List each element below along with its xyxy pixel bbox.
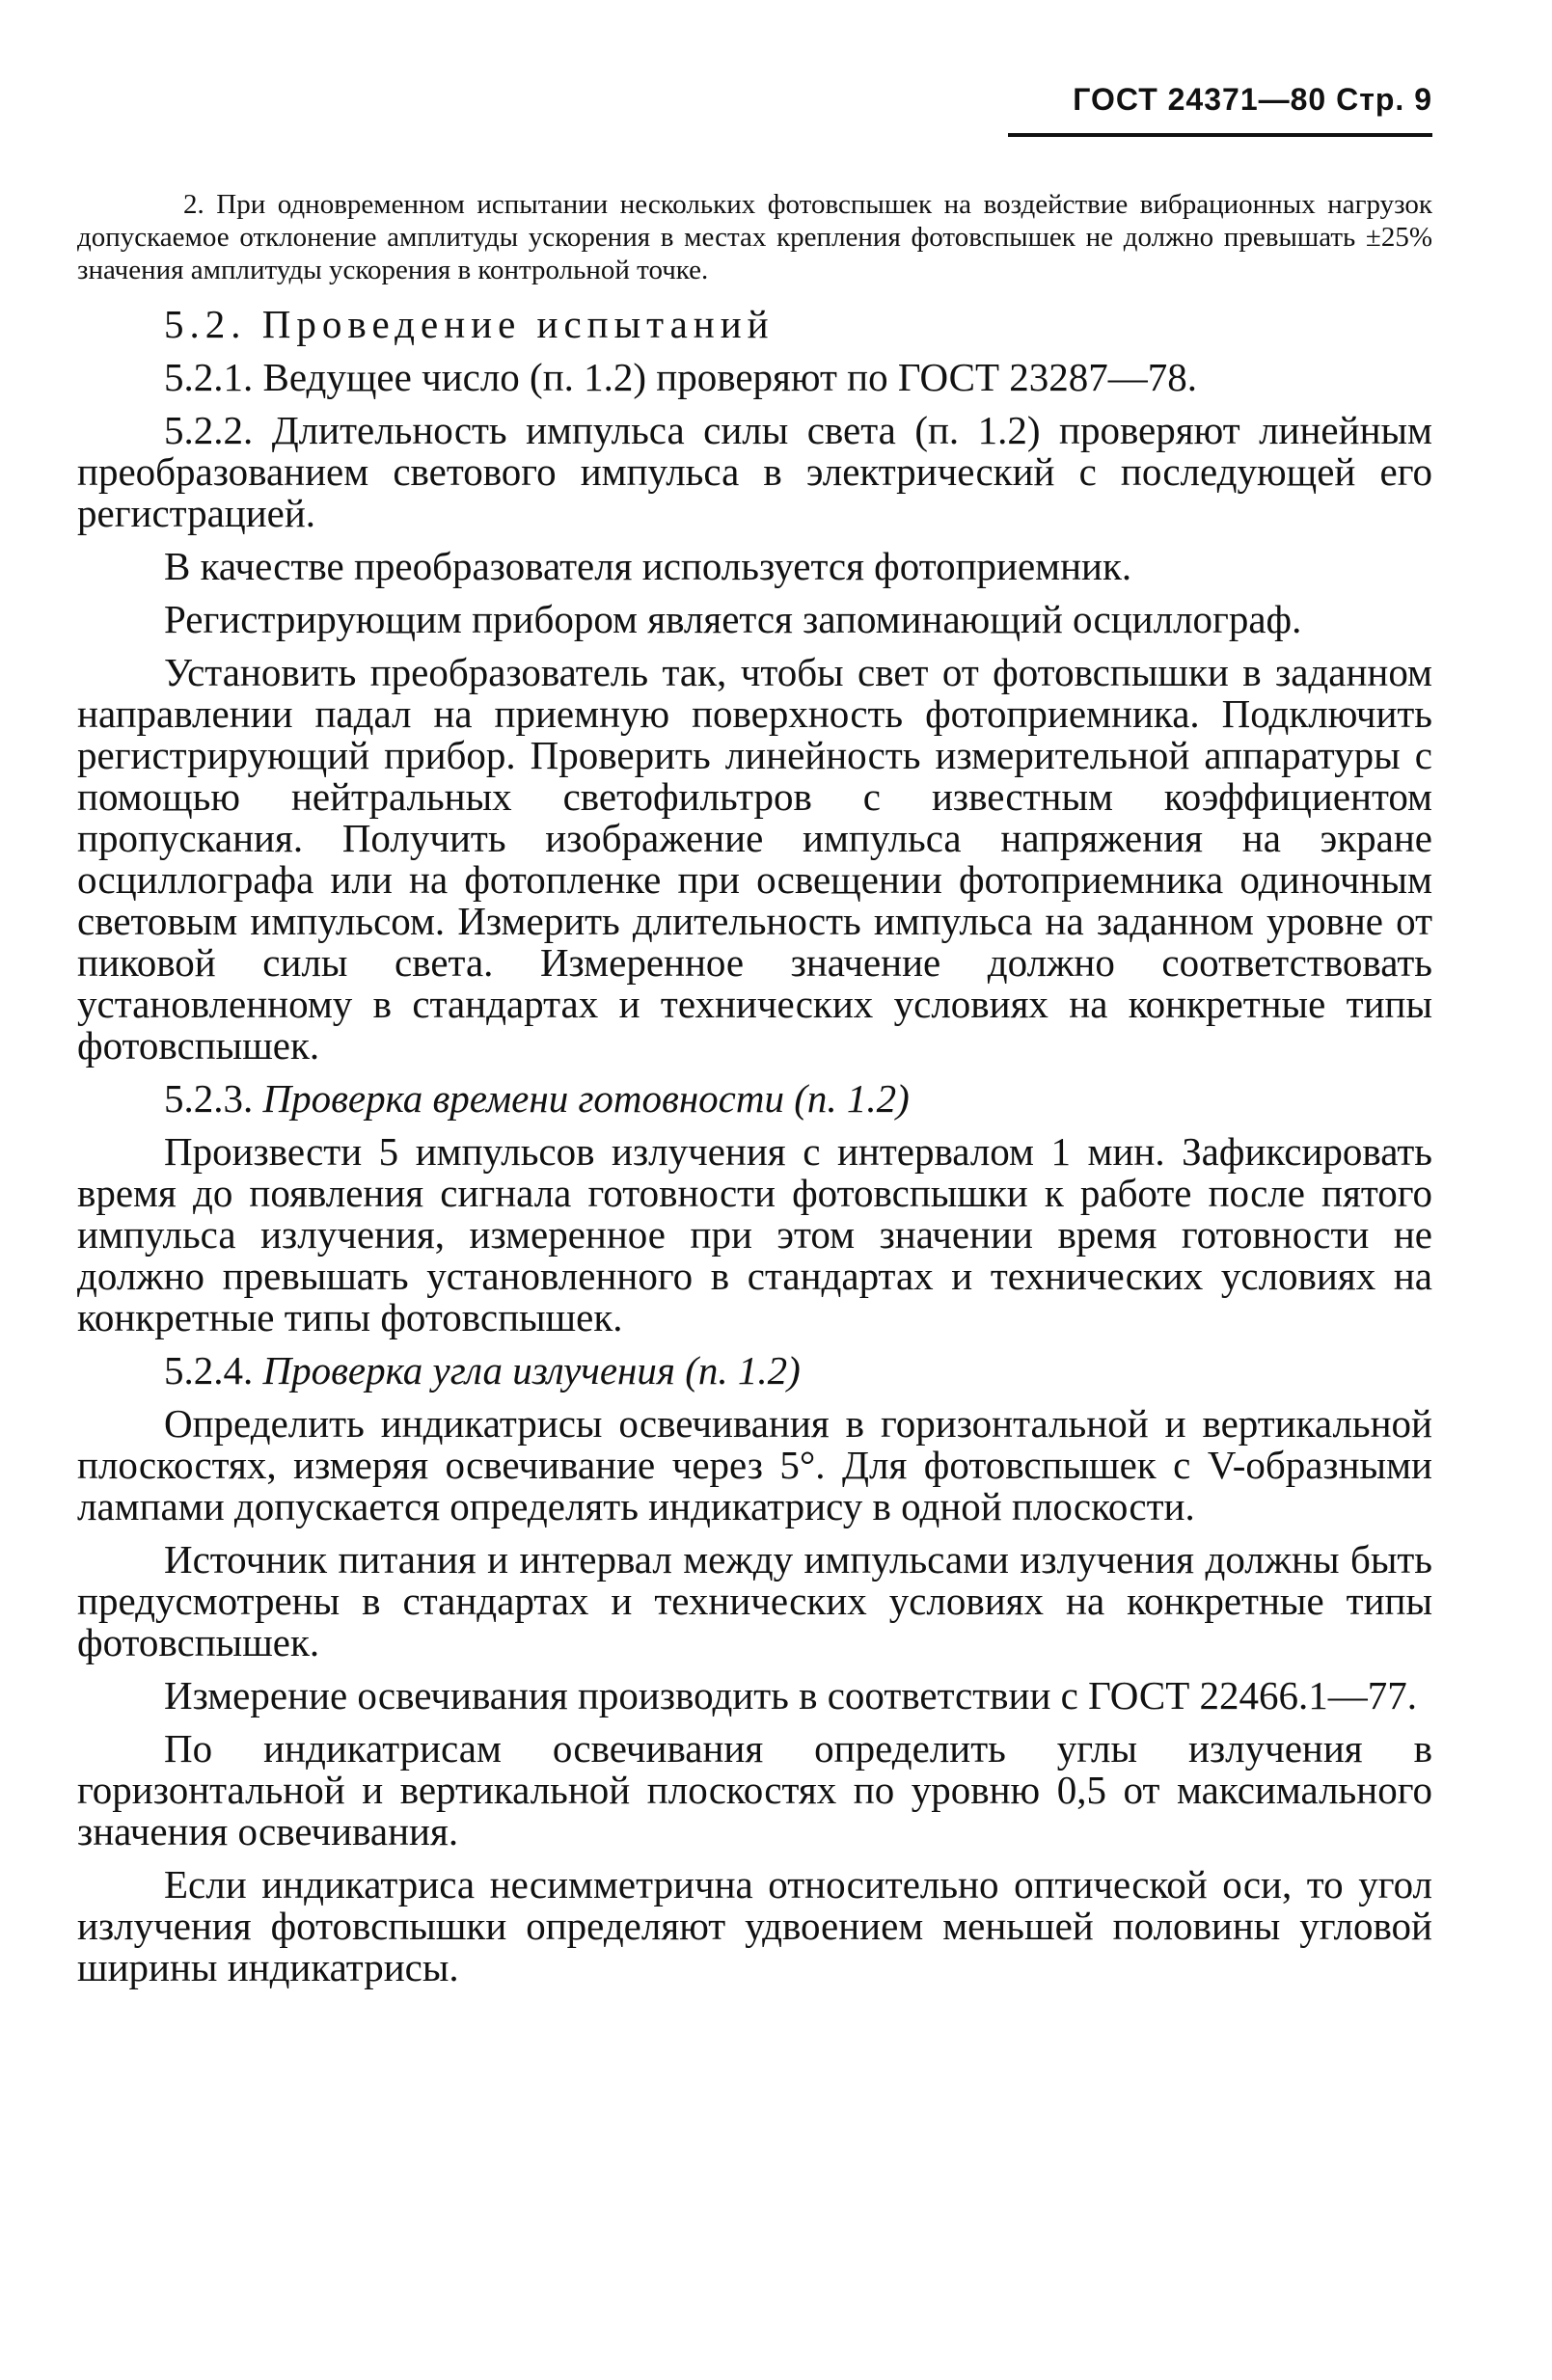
header-rule <box>1008 133 1432 137</box>
subsection-number: 5.2.3. <box>164 1076 254 1121</box>
subsection-title: Проверка угла излучения (п. 1.2) <box>262 1348 801 1393</box>
subsection-heading <box>77 1078 1432 1120</box>
paragraph: Установить преобразователь так, чтобы свет от фотовспышки в заданном направлении падал на приемную поверхность фотоприемника. Подключить регистрирующий прибор. Проверить линейность измерительной аппаратуры с помощью нейтральных светофильтров с известным коэффициентом пропускания. Получить изображение импульса напряжения на экране осциллографа или на фотопленке при освещении фотоприемника одиночным световым импульсом. Измерить длительность импульса на заданном уровне от пиковой силы света. Измеренное значение должно соответствовать установленному в стандартах и технических условиях на конкретные типы фотовспышек. <box>77 650 1432 1068</box>
paragraph: По индикатрисам освечивания определить углы излучения в горизонтальной и вертикальной плоскостях по уровню 0,5 от максимального значения освечивания. <box>77 1726 1432 1853</box>
paragraph: Регистрирующим прибором является запоминающий осциллограф. <box>164 597 1302 641</box>
subsection-number: 5.2.4. <box>164 1348 254 1393</box>
paragraph: Источник питания и интервал между импульсами излучения должны быть предусмотрены в стандартах и технических условиях на конкретные типы фотовспышек. <box>77 1537 1432 1664</box>
page-content <box>77 188 1432 2000</box>
paragraph: Измерение освечивания производить в соответствии с ГОСТ 22466.1—77. <box>164 1673 1418 1717</box>
subsection-title: Проверка времени готовности (п. 1.2) <box>262 1076 910 1121</box>
paragraph: Определить индикатрисы освечивания в горизонтальной и вертикальной плоскостях, измеряя освечивание через 5°. Для фотовспышек с V-образными лампами допускается определять индикатрису в одной плоскости. <box>77 1401 1432 1528</box>
subsection-heading <box>77 1350 1432 1392</box>
paragraph: 5.2.1. Ведущее число (п. 1.2) проверяют по ГОСТ 23287—78. <box>164 355 1198 399</box>
paragraph: 5.2.2. Длительность импульса силы света (п. 1.2) проверяют линейным преобразованием светового импульса в электрический с последующей его регистрацией. <box>77 408 1432 535</box>
page-header: ГОСТ 24371—80 Стр. 9 <box>1073 82 1432 117</box>
paragraph: Если индикатриса несимметрична относительно оптической оси, то угол излучения фотовспышки определяют удвоением меньшей половины угловой ширины индикатрисы. <box>77 1862 1432 1989</box>
paragraph: Произвести 5 импульсов излучения с интервалом 1 мин. Зафиксировать время до появления сигнала готовности фотовспышки к работе после пятого импульса излучения, измеренное при этом значении время готовности не должно превышать установленного в стандартах и технических условиях на конкретные типы фотовспышек. <box>77 1129 1432 1339</box>
note-paragraph: 2. При одновременном испытании нескольких фотовспышек на воздействие вибрационных нагрузок допускаемое отклонение амплитуды ускорения в местах крепления фотовспышек не должно превышать ±25% значения амплитуды ускорения в контрольной точке. <box>77 189 1432 285</box>
paragraph: В качестве преобразователя используется фотоприемник. <box>164 544 1132 588</box>
section-heading: 5.2. Проведение испытаний <box>164 302 775 346</box>
